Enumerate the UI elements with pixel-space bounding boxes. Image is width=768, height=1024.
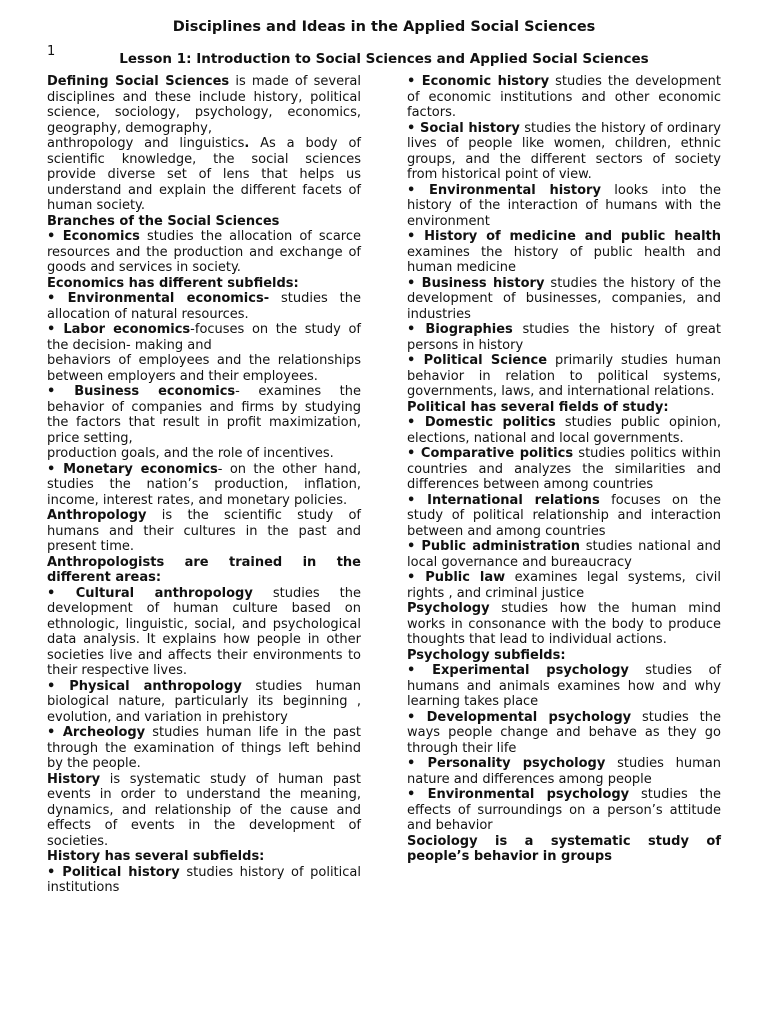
paragraph [407, 493, 721, 540]
bold-text: • Public administration [407, 539, 580, 554]
body-text: studies the history of the development of businesses, companies, and industries [407, 275, 721, 322]
paragraph [407, 710, 721, 757]
paragraph [407, 121, 721, 183]
body-text: As a body of scientific knowledge, the social sciences provide diverse set of lens that helps us understand and explain the different facets of human society. [47, 136, 361, 213]
paragraph [47, 555, 361, 586]
body-text: studies human biological nature, particularly its beginning , evolution, and variation in prehistory [47, 678, 361, 725]
bold-text: Psychology [407, 601, 490, 616]
paragraph [47, 136, 361, 214]
document-title: Disciplines and Ideas in the Applied Social Sciences [172, 19, 596, 35]
paragraph [47, 276, 361, 292]
bold-text: • Personality psychology [407, 756, 606, 771]
body-text: studies public opinion, elections, national and local governments. [407, 415, 721, 446]
paragraph [47, 291, 361, 322]
body-text: studies the allocation of natural resources. [47, 291, 361, 322]
paragraph [47, 74, 361, 136]
paragraph [407, 663, 721, 710]
bold-text: • Developmental psychology [407, 709, 632, 725]
body-text: - on the other hand, studies the nation’s production, inflation, income, interest rates, and monetary policies. [47, 461, 361, 508]
paragraph [47, 679, 361, 726]
body-text: studies the effects of surroundings on a person’s attitude and behavior [407, 787, 721, 833]
bold-text: • Environmental psychology [407, 787, 630, 802]
body-text: studies how the human mind works in consonance with the body to produce thoughts that lead to individual actions. [407, 601, 721, 647]
paragraph [407, 756, 721, 787]
bold-text: • Experimental psychology [407, 663, 629, 678]
bold-text: • Domestic politics [407, 415, 556, 430]
paragraph [47, 849, 361, 865]
paragraph [47, 462, 361, 509]
bold-text: • Labor economics [47, 322, 191, 337]
body-text: studies the ways people change and behave as they go through their life [407, 709, 721, 756]
paragraph [407, 834, 721, 865]
body-text: - examines the behavior of companies and firms by studying the factors that result in profit maximization, price setting, [47, 384, 361, 446]
paragraph [47, 586, 361, 679]
paragraph [407, 787, 721, 834]
bold-text: Anthropologists are trained in the different areas: [47, 554, 361, 585]
body-text: production goals, and the role of incentives. [47, 446, 334, 461]
paragraph [47, 725, 361, 772]
paragraph [47, 353, 361, 384]
bold-text: History has several subfields: [47, 849, 265, 864]
paragraph [407, 276, 721, 323]
body-text: studies of humans and animals examines how and why learning takes place [407, 663, 721, 709]
paragraph [47, 229, 361, 276]
body-text: looks into the history of the interaction of humans with the environment [407, 182, 721, 229]
paragraph [407, 601, 721, 648]
paragraph [407, 183, 721, 230]
paragraph [407, 353, 721, 400]
bold-text: • Political Science [407, 353, 548, 368]
paragraph [47, 446, 361, 462]
bold-text: • Economics [47, 229, 140, 244]
paragraph [47, 772, 361, 850]
bold-text: • Public law [407, 570, 506, 585]
body-text: studies the development of human culture based on ethnologic, linguistic, social, and psychological data analysis. It explains how people in other societies live and affects their environments to their respective lives. [47, 585, 361, 678]
bold-text: Sociology is a systematic study of people’s behavior in groups [407, 833, 721, 864]
page-number: 1 [47, 44, 56, 59]
body-text: studies national and local governance and bureaucracy [407, 539, 721, 570]
paragraph [407, 446, 721, 493]
bold-text: • Economic history [407, 74, 550, 89]
bold-text: . [244, 136, 250, 151]
paragraph [407, 570, 721, 601]
paragraph [47, 384, 361, 446]
bold-text: • Comparative politics [407, 446, 574, 461]
paragraph [407, 400, 721, 416]
body-text: studies human nature and differences among people [407, 756, 721, 787]
body-text: is the scientific study of humans and their cultures in the past and present time. [47, 508, 361, 554]
bold-text: • Cultural anthropology [47, 585, 253, 601]
bold-text: Branches of the Social Sciences [47, 213, 280, 229]
paragraph [407, 648, 721, 664]
bold-text: • Business economics [47, 384, 236, 399]
paragraph [47, 322, 361, 353]
body-text: studies the development of economic institutions and other economic factors. [407, 74, 721, 120]
paragraph [47, 865, 361, 896]
bold-text: • Social history [407, 120, 520, 136]
bold-text: Psychology subfields: [407, 647, 566, 663]
bold-text: • Biographies [407, 322, 513, 337]
bold-text: Political has several fields of study: [407, 399, 669, 415]
bold-text: • International relations [407, 492, 600, 508]
body-text: examines the history of public health and human medicine [407, 244, 721, 275]
bold-text: • Political history [47, 864, 180, 880]
body-text: is made of several disciplines and these include history, political science, sociology, psychology, economics, geography, demography, [47, 74, 361, 136]
bold-text: Defining Social Sciences [47, 74, 230, 89]
body-text: studies history of political institutions [47, 864, 361, 895]
lesson-heading: Lesson 1: Introduction to Social Sciences and Applied Social Sciences [119, 51, 649, 67]
bold-text: • Physical anthropology [47, 678, 242, 694]
body-text: studies politics within countries and analyzes the similarities and differences between among countries [407, 446, 721, 492]
body-text: studies human life in the past through the examination of things left behind by the people. [47, 725, 361, 771]
body-text: studies the allocation of scarce resources and the production and exchange of goods and services in society. [47, 229, 361, 275]
left-column [47, 74, 361, 896]
paragraph [407, 229, 721, 276]
paragraph [407, 415, 721, 446]
bold-text: Economics has different subfields: [47, 275, 299, 291]
bold-text: • Business history [407, 275, 545, 291]
paragraph [407, 74, 721, 121]
body-text: examines legal systems, civil rights , and criminal justice [407, 570, 722, 601]
body-text: is systematic study of human past events in order to understand the meaning, dynamics, and relationship of the cause and effects of events in the development of societies. [47, 771, 361, 849]
paragraph [47, 214, 361, 230]
paragraph [47, 508, 361, 555]
paragraph [407, 539, 721, 570]
bold-text: • Environmental history [407, 182, 601, 198]
body-text: studies the history of great persons in history [407, 322, 721, 353]
body-text: focuses on the study of political relationship and interaction between and among countries [407, 492, 722, 539]
body-text: studies the history of ordinary lives of people like women, children, ethnic groups, and the different sectors of society from historical point of view. [407, 120, 721, 182]
body-text: primarily studies human behavior in relation to political systems, governments, laws, and international relations. [407, 353, 721, 399]
paragraph [407, 322, 721, 353]
bold-text: • Monetary economics [47, 461, 218, 477]
body-text: anthropology and linguistics [47, 136, 245, 151]
body-text: behaviors of employees and the relationships between employers and their employees. [47, 353, 361, 384]
body-text: -focuses on the study of the decision- making and [47, 322, 361, 353]
bold-text: • History of medicine and public health [407, 229, 721, 244]
bold-text: Anthropology [47, 508, 147, 523]
right-column [407, 74, 721, 865]
bold-text: • Environmental economics- [47, 291, 270, 306]
bold-text: History [47, 771, 101, 787]
bold-text: • Archeology [47, 725, 146, 740]
